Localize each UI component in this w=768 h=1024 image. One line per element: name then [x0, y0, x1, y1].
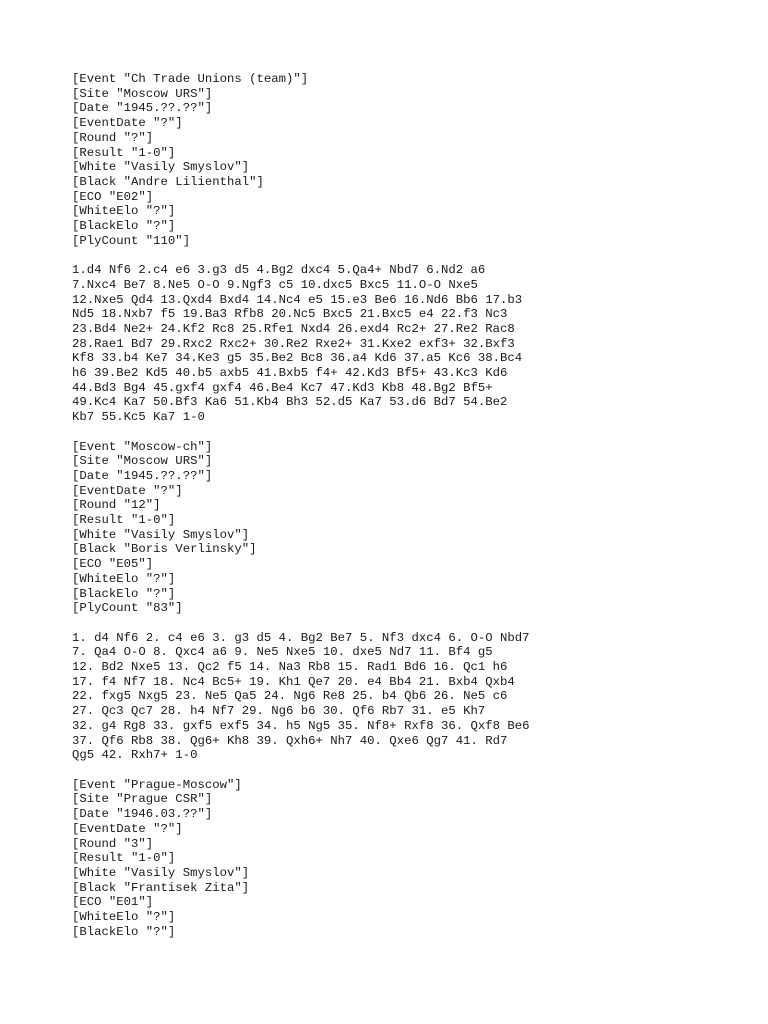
header-event: [Event "Prague-Moscow"]: [72, 777, 242, 792]
header-event: [Event "Moscow-ch"]: [72, 439, 213, 454]
header-black: [Black "Frantisek Zita"]: [72, 880, 250, 895]
move-line: h6 39.Be2 Kd5 40.b5 axb5 41.Bxb5 f4+ 42.Kd3 Bf5+ 43.Kc3 Kd6: [72, 366, 508, 381]
move-line: 12.Nxe5 Qd4 13.Qxd4 Bxd4 14.Nc4 e5 15.e3 Be6 16.Nd6 Bb6 17.b3: [72, 292, 523, 307]
header-blackelo: [BlackElo "?"]: [72, 586, 176, 601]
header-result: [Result "1-0"]: [72, 851, 176, 866]
pgn-document: [72, 72, 752, 939]
header-plycount: [PlyCount "110"]: [72, 233, 191, 248]
move-line: 1. d4 Nf6 2. c4 e6 3. g3 d5 4. Bg2 Be7 5. Nf3 dxc4 6. O-O Nbd7: [72, 630, 530, 645]
move-line: 17. f4 Nf7 18. Nc4 Bc5+ 19. Kh1 Qe7 20. e4 Bb4 21. Bxb4 Qxb4: [72, 674, 515, 689]
header-whiteelo: [WhiteElo "?"]: [72, 910, 176, 925]
move-line: 27. Qc3 Qc7 28. h4 Nf7 29. Ng6 b6 30. Qf6 Rb7 31. e5 Kh7: [72, 704, 486, 719]
header-plycount: [PlyCount "83"]: [72, 601, 183, 616]
header-event: [Event "Ch Trade Unions (team)"]: [72, 72, 309, 86]
header-site: [Site "Moscow URS"]: [72, 86, 213, 101]
header-blackelo: [BlackElo "?"]: [72, 219, 176, 234]
game-2-moves: [72, 631, 752, 763]
game-1-moves: [72, 263, 752, 425]
header-black: [Black "Andre Lilienthal"]: [72, 174, 264, 189]
move-line: Kb7 55.Kc5 Ka7 1-0: [72, 410, 205, 425]
game-3: [72, 778, 752, 940]
move-line: 32. g4 Rg8 33. gxf5 exf5 34. h5 Ng5 35. Nf8+ Rxf8 36. Qxf8 Be6: [72, 718, 530, 733]
header-result: [Result "1-0"]: [72, 145, 176, 160]
header-date: [Date "1946.03.??"]: [72, 807, 213, 822]
header-site: [Site "Prague CSR"]: [72, 792, 213, 807]
move-line: Qg5 42. Rxh7+ 1-0: [72, 748, 198, 763]
header-eco: [ECO "E02"]: [72, 189, 154, 204]
move-line: 37. Qf6 Rb8 38. Qg6+ Kh8 39. Qxh6+ Nh7 40. Qxe6 Qg7 41. Rd7: [72, 733, 508, 748]
header-round: [Round "3"]: [72, 836, 154, 851]
header-round: [Round "?"]: [72, 130, 154, 145]
header-whiteelo: [WhiteElo "?"]: [72, 571, 176, 586]
header-date: [Date "1945.??.??"]: [72, 101, 213, 116]
header-round: [Round "12"]: [72, 498, 161, 513]
header-eco: [ECO "E05"]: [72, 557, 154, 572]
game-2: [72, 440, 752, 763]
header-white: [White "Vasily Smyslov"]: [72, 527, 250, 542]
move-line: Kf8 33.b4 Ke7 34.Ke3 g5 35.Be2 Bc8 36.a4 Kd6 37.a5 Kc6 38.Bc4: [72, 351, 523, 366]
move-line: 22. fxg5 Nxg5 23. Ne5 Qa5 24. Ng6 Re8 25. b4 Qb6 26. Ne5 c6: [72, 689, 508, 704]
header-eco: [ECO "E01"]: [72, 895, 154, 910]
header-date: [Date "1945.??.??"]: [72, 468, 213, 483]
game-1-headers: [72, 72, 752, 248]
move-line: Nd5 18.Nxb7 f5 19.Ba3 Rfb8 20.Nc5 Bxc5 21.Bxc5 e4 22.f3 Nc3: [72, 307, 508, 322]
move-line: 7. Qa4 O-O 8. Qxc4 a6 9. Ne5 Nxe5 10. dxe5 Nd7 11. Bf4 g5: [72, 645, 493, 660]
move-line: 1.d4 Nf6 2.c4 e6 3.g3 d5 4.Bg2 dxc4 5.Qa4+ Nbd7 6.Nd2 a6: [72, 263, 486, 278]
move-line: 12. Bd2 Nxe5 13. Qc2 f5 14. Na3 Rb8 15. Rad1 Bd6 16. Qc1 h6: [72, 660, 508, 675]
move-line: 44.Bd3 Bg4 45.gxf4 gxf4 46.Be4 Kc7 47.Kd3 Kb8 48.Bg2 Bf5+: [72, 380, 493, 395]
move-line: 49.Kc4 Ka7 50.Bf3 Ka6 51.Kb4 Bh3 52.d5 Ka7 53.d6 Bd7 54.Be2: [72, 395, 508, 410]
header-black: [Black "Boris Verlinsky"]: [72, 542, 257, 557]
header-result: [Result "1-0"]: [72, 513, 176, 528]
header-blackelo: [BlackElo "?"]: [72, 924, 176, 939]
header-site: [Site "Moscow URS"]: [72, 454, 213, 469]
game-2-headers: [72, 440, 752, 616]
game-3-headers: [72, 778, 752, 940]
header-eventdate: [EventDate "?"]: [72, 821, 183, 836]
header-whiteelo: [WhiteElo "?"]: [72, 204, 176, 219]
move-line: 23.Bd4 Ne2+ 24.Kf2 Rc8 25.Rfe1 Nxd4 26.exd4 Rc2+ 27.Re2 Rac8: [72, 321, 515, 336]
game-1: [72, 72, 752, 425]
header-white: [White "Vasily Smyslov"]: [72, 160, 250, 175]
header-eventdate: [EventDate "?"]: [72, 116, 183, 131]
header-eventdate: [EventDate "?"]: [72, 483, 183, 498]
move-line: 28.Rae1 Bd7 29.Rxc2 Rxc2+ 30.Re2 Rxe2+ 31.Kxe2 exf3+ 32.Bxf3: [72, 336, 515, 351]
move-line: 7.Nxc4 Be7 8.Ne5 O-O 9.Ngf3 c5 10.dxc5 Bxc5 11.O-O Nxe5: [72, 277, 478, 292]
header-white: [White "Vasily Smyslov"]: [72, 865, 250, 880]
